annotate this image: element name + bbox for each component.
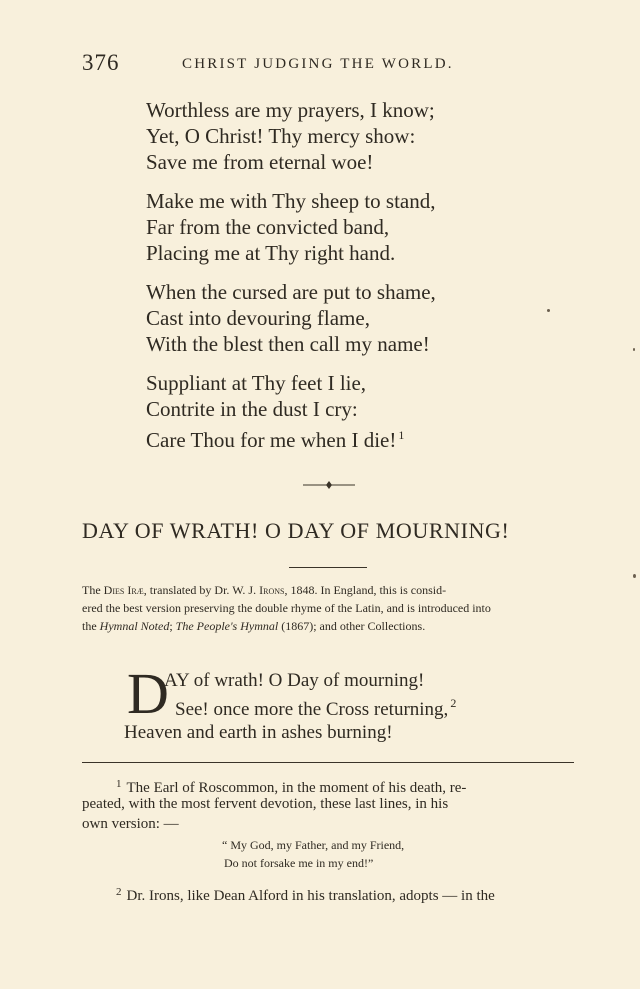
intro-text: (1867); and other Collections. (278, 619, 426, 633)
footnote-ref: 2 (450, 696, 457, 710)
hymn-line-text: See! once more the Cross returning, (175, 699, 449, 720)
intro-line (82, 581, 574, 599)
stanza (146, 370, 546, 452)
hymn-line: Heaven and earth in ashes burning! (124, 722, 393, 743)
footnote-line (82, 774, 574, 794)
ornament-divider (303, 477, 355, 493)
verse-line: Cast into devouring flame, (146, 306, 370, 330)
translator-name: Irons (259, 583, 285, 597)
footnote-text: Dr. Irons, like Dean Alford in his translation, adopts — in the (126, 888, 495, 904)
footnote-2 (82, 882, 574, 902)
verse-line (146, 422, 546, 452)
hymn-line (175, 696, 456, 721)
verse-line: Suppliant at Thy feet I lie, (146, 371, 367, 395)
footnote-ref: 1 (398, 428, 405, 442)
stanza (146, 279, 546, 357)
verse-line: Contrite in the dust I cry: (146, 397, 358, 421)
footnotes (82, 774, 574, 902)
verse-line: Far from the convicted band, (146, 215, 390, 239)
quote-line: Do not forsake me in my end!” (224, 856, 374, 870)
intro-text: , translated by Dr. W. J. (143, 583, 260, 597)
running-head: CHRIST JUDGING THE WORLD. (182, 56, 454, 72)
stanza (146, 188, 546, 266)
verse-line: Make me with Thy sheep to stand, (146, 189, 436, 213)
verse-line: Yet, O Christ! Thy mercy show: (146, 124, 416, 148)
footnote-rule (82, 762, 574, 763)
stanza (146, 97, 546, 175)
verse-line: When the cursed are put to shame, (146, 280, 436, 304)
verse-line: Save me from eternal woe! (146, 150, 374, 174)
intro-text: ; (169, 619, 176, 633)
verse-line-text: Care Thou for me when I die! (146, 428, 397, 452)
collection-title: Hymnal Noted (99, 619, 170, 633)
verse-block (146, 97, 546, 461)
page-number: 376 (82, 50, 120, 75)
footnote-text: The Earl of Roscommon, in the moment of his death, re- (126, 780, 467, 796)
footnote-mark: 1 (116, 778, 122, 790)
quotation (222, 836, 574, 872)
intro-line (82, 617, 574, 635)
paper-speck (633, 348, 635, 351)
verse-line: Placing me at Thy right hand. (146, 241, 396, 265)
verse-line: With the blest then call my name! (146, 332, 430, 356)
quote-line: “ My God, my Father, and my Friend, (222, 838, 405, 852)
drop-cap: D (127, 661, 169, 726)
footnote-line: peated, with the most fervent devotion, these last lines, in his (82, 796, 449, 812)
intro-text: The (82, 583, 104, 597)
hymn-line: AY of wrath! O Day of mourning! (164, 670, 425, 691)
footnote-1 (82, 774, 574, 834)
footnote-line: own version: — (82, 816, 179, 832)
footnote-line (82, 882, 574, 902)
paper-speck (633, 574, 636, 578)
intro-text: the (82, 619, 100, 633)
collection-title: The People's Hymnal (175, 619, 279, 633)
paper-speck (547, 309, 550, 312)
intro-line: ered the best version preserving the double rhyme of the Latin, and is introduced into (82, 601, 491, 615)
verse-line: Worthless are my prayers, I know; (146, 98, 435, 122)
hymn-introduction (82, 581, 574, 635)
page-header (82, 50, 572, 80)
hymn-name: Dies Iræ (103, 583, 144, 597)
hymn-verse (82, 661, 574, 756)
section-title: DAY OF WRATH! O DAY OF MOURNING! (82, 518, 510, 543)
title-rule (289, 567, 367, 568)
footnote-mark: 2 (116, 886, 122, 898)
intro-text: , 1848. In England, this is consid- (284, 583, 447, 597)
